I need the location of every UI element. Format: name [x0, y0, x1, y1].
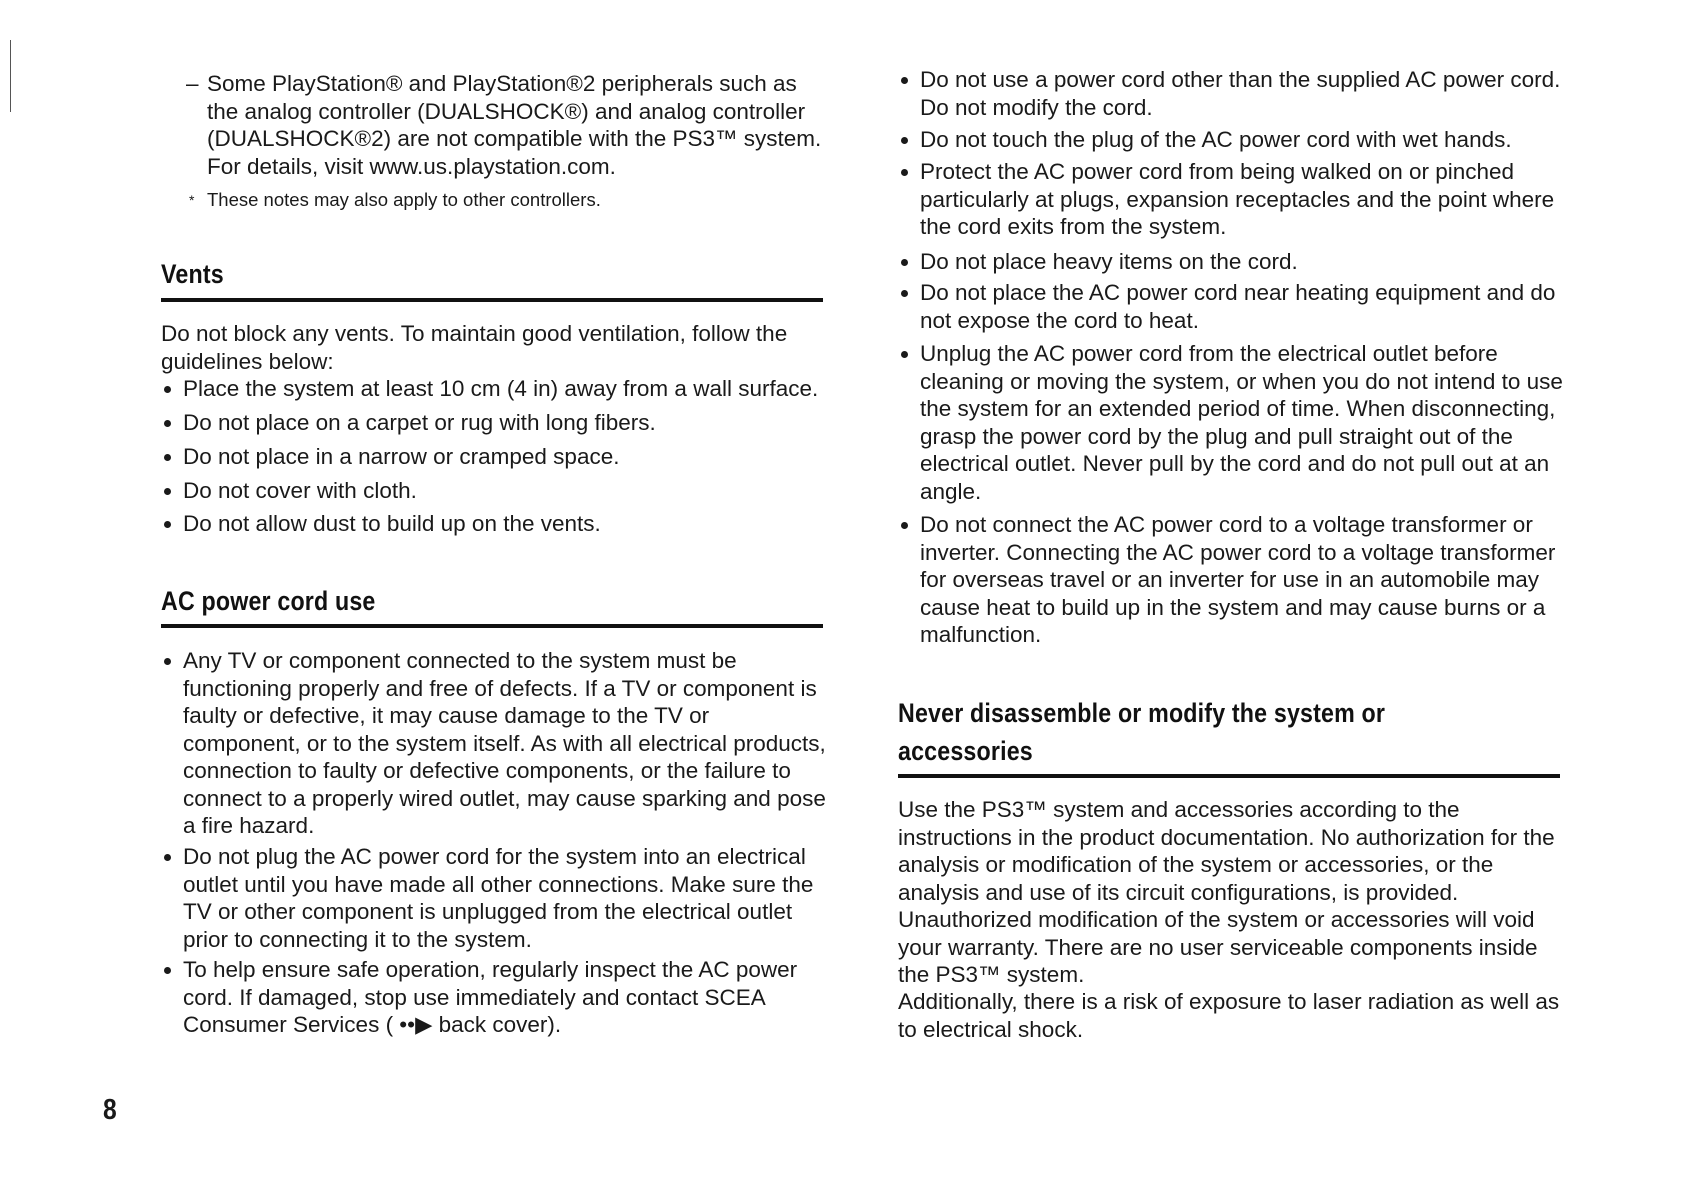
ac-item — [183, 956, 828, 1039]
bullet-icon — [164, 386, 171, 393]
ac-item-text: Any TV or component connected to the system must be functioning properly and free of defects. If a TV or component is faulty or defective, it may cause damage to the TV or component, or to the system itself. As with all electrical products, connection to faulty or defective components, or the failure to connect to a properly wired outlet, may cause sparking and pose a fire hazard. — [183, 648, 826, 838]
bullet-icon — [164, 488, 171, 495]
bullet-icon — [901, 259, 908, 266]
vents-item — [183, 409, 828, 437]
cord-item — [920, 248, 1565, 276]
bullet-icon — [164, 967, 171, 974]
bullet-icon — [164, 854, 171, 861]
bullet-icon — [164, 454, 171, 461]
cord-item-text: Do not connect the AC power cord to a voltage transformer or inverter. Connecting the AC power cord to a voltage transformer for overseas travel or an inverter for use in an automobile may cause heat to build up in the system and may cause burns or a malfunction. — [920, 512, 1556, 647]
vents-intro: Do not block any vents. To maintain good ventilation, follow the guidelines below: — [161, 321, 788, 374]
asterisk-mark: * — [189, 192, 195, 208]
bullet-icon — [901, 522, 908, 529]
ac-item-text: Do not plug the AC power cord for the system into an electrical outlet until you have made all other connections. Make sure the TV or other component is unplugged from the electrical outlet prior to connecting it to the system. — [183, 844, 814, 952]
cord-item — [920, 279, 1565, 334]
never-disassemble-rule — [898, 774, 1560, 778]
cord-item-text: Do not place the AC power cord near heating equipment and do not expose the cord to heat. — [920, 280, 1556, 333]
bullet-icon — [901, 351, 908, 358]
vents-item — [183, 510, 828, 538]
vents-item-text: Do not place on a carpet or rug with long fibers. — [183, 410, 656, 435]
cord-item-text: Do not place heavy items on the cord. — [920, 249, 1298, 274]
bullet-icon — [164, 658, 171, 665]
bullet-icon — [164, 420, 171, 427]
ac-item-text: To help ensure safe operation, regularly inspect the AC power cord. If damaged, stop use immediately and contact SCEA Consumer Services ( ••▶ back cover). — [183, 957, 798, 1037]
cord-item — [920, 126, 1565, 154]
bullet-icon — [901, 169, 908, 176]
ac-item — [183, 843, 828, 953]
never-disassemble-heading-line2: accessories — [898, 736, 1033, 766]
vents-item — [183, 443, 828, 471]
bullet-icon — [164, 521, 171, 528]
laser-warning-para: Additionally, there is a risk of exposure to laser radiation as well as to electrical shock. — [898, 989, 1560, 1042]
never-disassemble-heading-line1: Never disassemble or modify the system or — [898, 698, 1386, 728]
bullet-icon — [901, 77, 908, 84]
cord-item — [920, 340, 1565, 505]
vents-item-text: Do not allow dust to build up on the vents. — [183, 511, 601, 536]
ac-power-heading: AC power cord use — [161, 586, 376, 616]
ac-power-rule — [161, 624, 823, 628]
cord-item — [920, 158, 1565, 241]
compatibility-note-text: Some PlayStation® and PlayStation®2 peripherals such as the analog controller (DUALSHOCK®) and analog controller (DUALSHOCK®2) are not compatible with the PS3™ system. For details, visit www.us.playstation.com. — [207, 71, 822, 179]
vents-item-text: Place the system at least 10 cm (4 in) away from a wall surface. — [183, 376, 819, 401]
vents-heading: Vents — [161, 259, 224, 289]
margin-mark — [10, 40, 11, 112]
cord-item-text: Do not touch the plug of the AC power cord with wet hands. — [920, 127, 1512, 152]
vents-item-text: Do not cover with cloth. — [183, 478, 417, 503]
controller-footnote-text: These notes may also apply to other controllers. — [207, 189, 601, 210]
bullet-icon — [901, 290, 908, 297]
ac-item — [183, 647, 828, 840]
cord-item-text: Protect the AC power cord from being walked on or pinched particularly at plugs, expansion receptacles and the point where the cord exits from the system. — [920, 159, 1555, 239]
never-disassemble-para: Use the PS3™ system and accessories according to the instructions in the product documentation. No authorization for the analysis or modification of the system or accessories, or the analysis and use of its circuit configurations, is provided. Unauthorized modification of the system or accessories will void your warranty. There are no user serviceable components inside the PS3™ system. — [898, 797, 1555, 987]
page-number: 8 — [103, 1094, 117, 1126]
cord-item — [920, 511, 1565, 649]
never-disassemble-heading — [898, 694, 1467, 770]
bullet-icon — [901, 137, 908, 144]
vents-item-text: Do not place in a narrow or cramped space. — [183, 444, 620, 469]
cord-item-text: Do not use a power cord other than the supplied AC power cord. Do not modify the cord. — [920, 67, 1561, 120]
compatibility-note — [186, 70, 829, 180]
vents-rule — [161, 298, 823, 302]
dash-mark: – — [186, 71, 199, 96]
cord-item — [920, 66, 1565, 121]
vents-item — [183, 477, 828, 505]
vents-item — [183, 375, 828, 403]
controller-footnote — [189, 189, 827, 211]
cord-item-text: Unplug the AC power cord from the electrical outlet before cleaning or moving the system, or when you do not intend to use the system for an extended period of time. When disconnecting, grasp the power cord by the plug and pull straight out of the electrical outlet. Never pull by the cord and do not pull out at an angle. — [920, 341, 1563, 504]
